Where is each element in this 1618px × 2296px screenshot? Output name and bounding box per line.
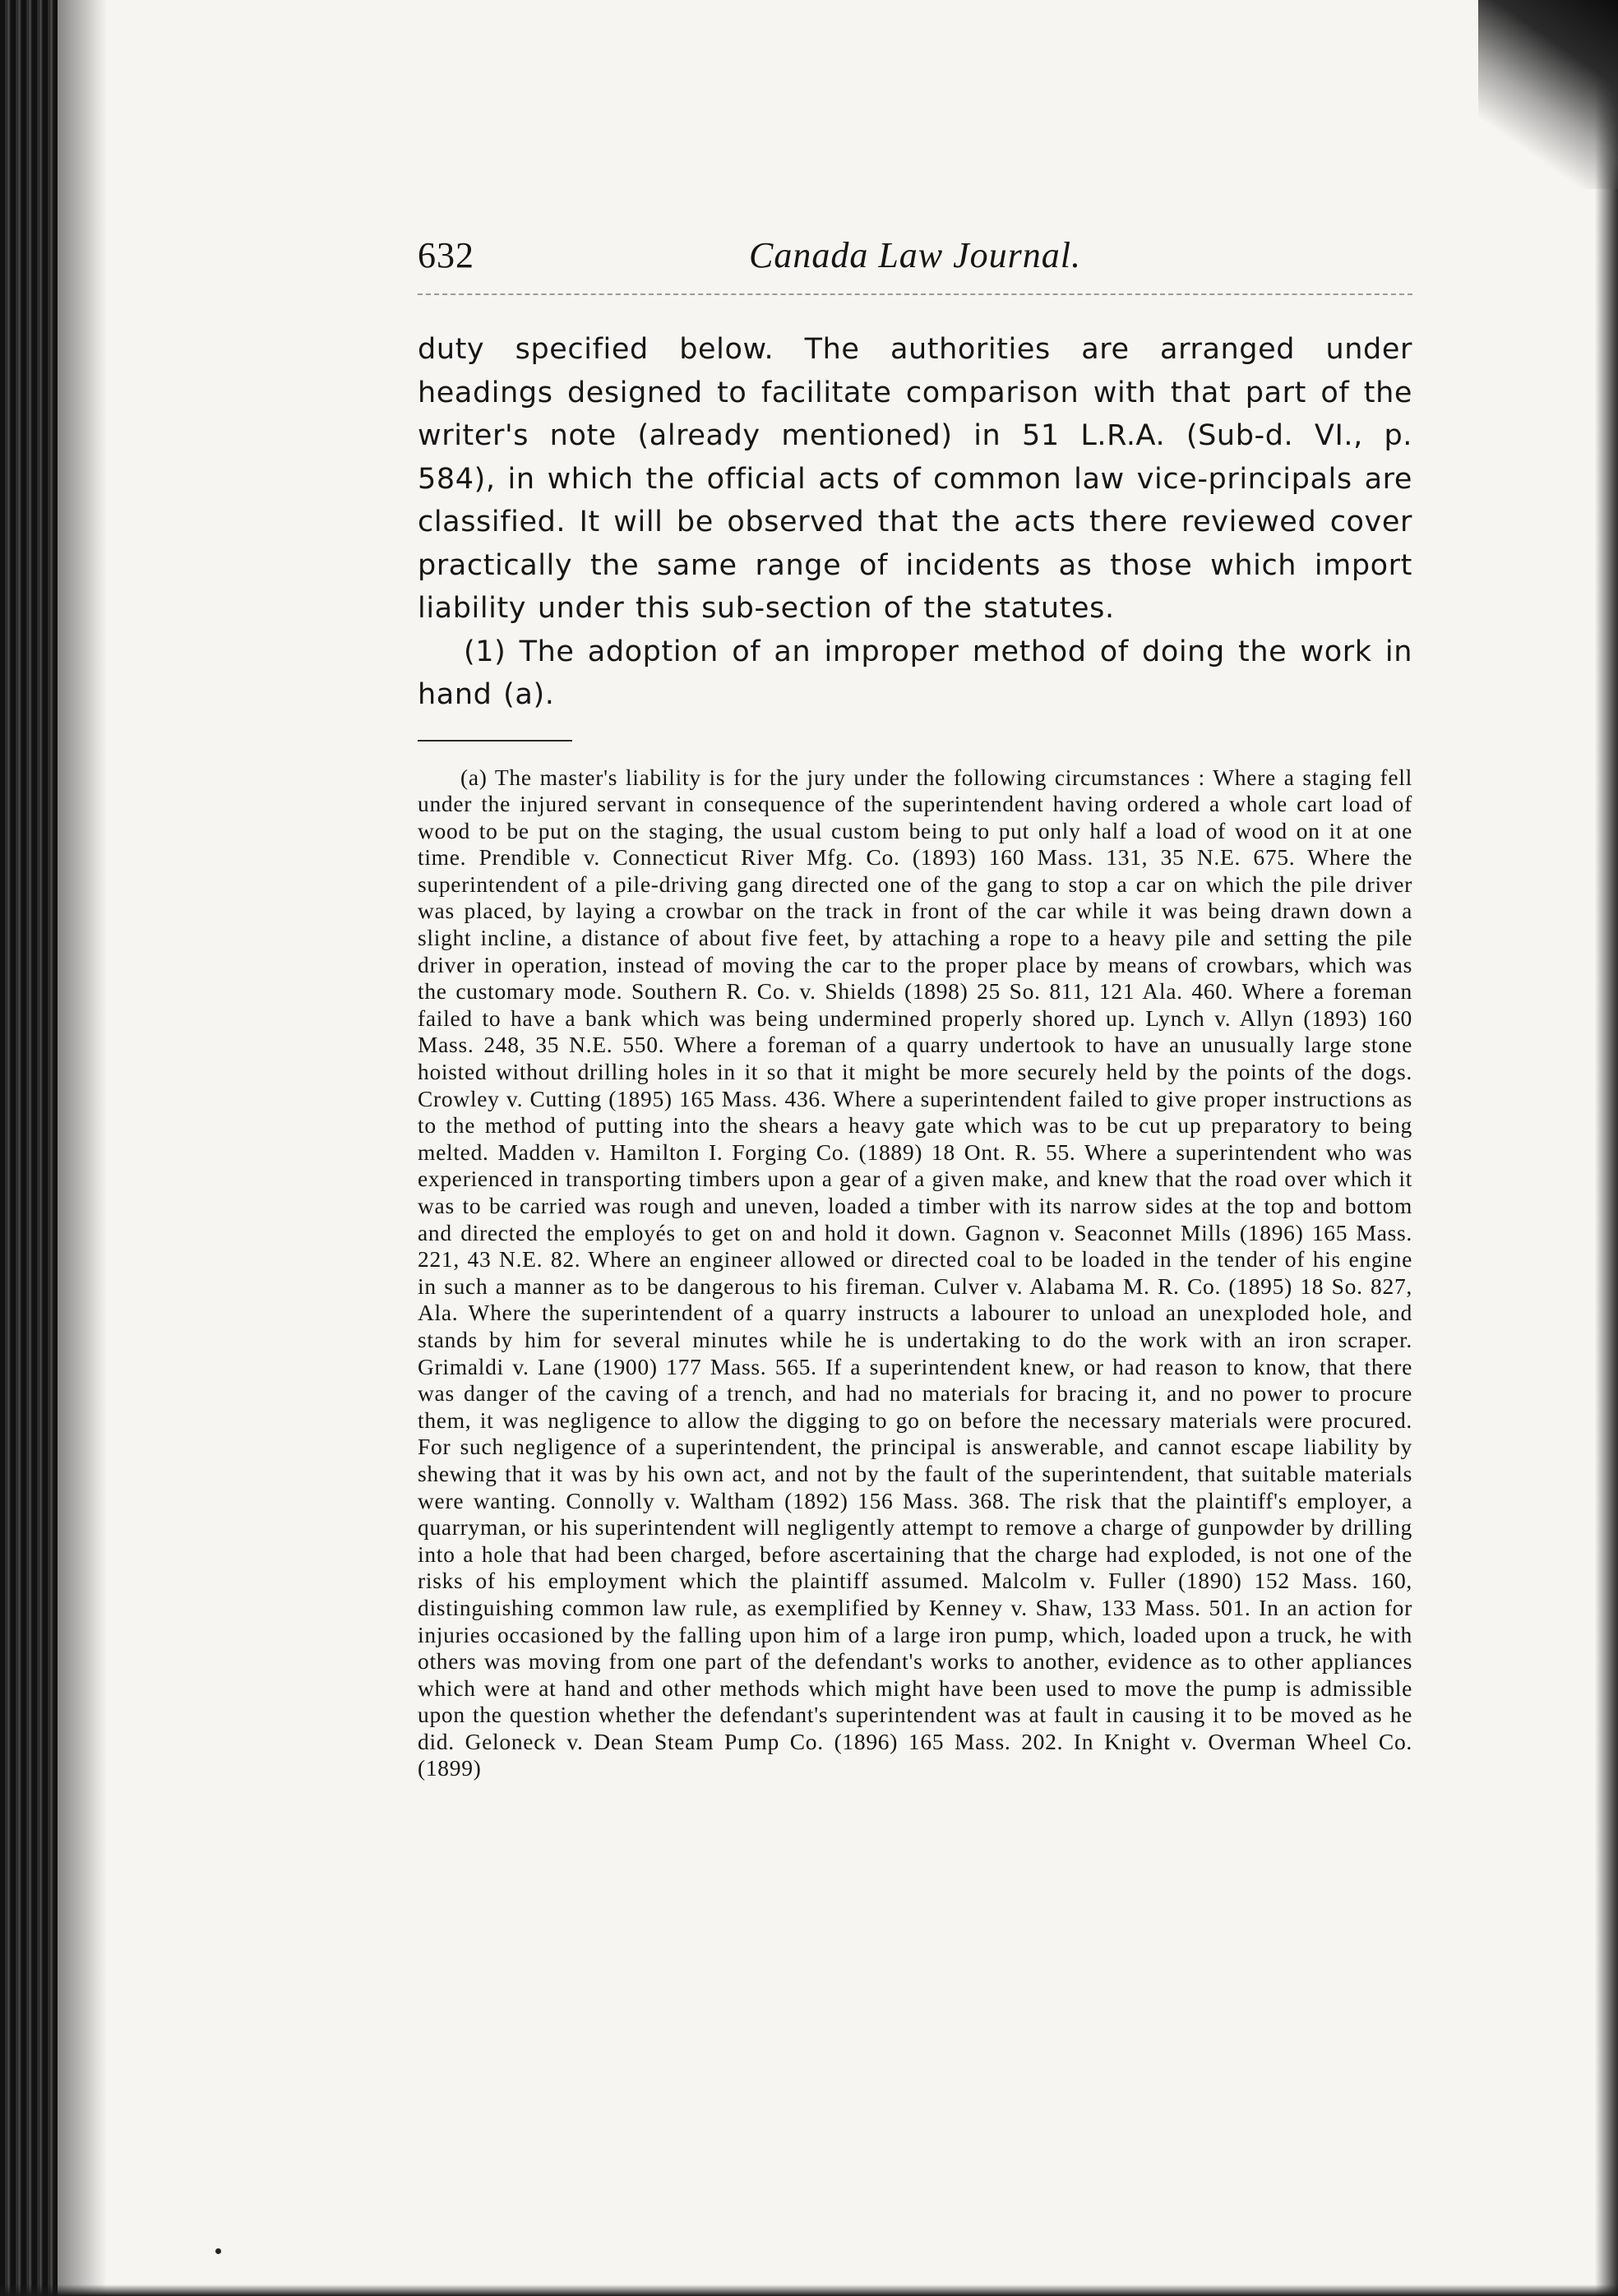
scan-bottom-edge [0,2284,1618,2296]
footnote-rule [418,740,572,741]
scan-corner-shadow [1478,0,1618,189]
running-head [418,234,1412,292]
scan-right-edge [1595,0,1618,2296]
footnote [418,765,1412,1783]
header-rule [418,293,1412,295]
page-number: 632 [418,235,474,275]
body-text [418,328,1412,717]
scan-left-edge [0,0,58,2296]
scan-speck [215,2248,221,2254]
document-page [418,234,1412,1782]
scan-left-shadow [58,0,107,2296]
body-paragraph: (1) The adoption of an improper method of doing the work in hand (a). [418,635,1412,711]
footnote-text: (a) The master's liability is for the jury under the following circumstances : Where a staging fell under the injured servant in consequence of the superintendent having ordered a whole cart load of wood to be put on the staging, the usual custom being to put only half a load of wood on it at one time. Prendible v. Connecticut River Mfg. Co. (1893) 160 Mass. 131, 35 N.E. 675. Where the superintendent of a pile-driving gang directed one of the gang to stop a car on which the pile driver was placed, by laying a crowbar on the track in front of the car while it was being drawn down a slight incline, a distance of about five feet, by attaching a rope to a heavy pile and setting the pile driver in operation, instead of moving the car to the proper place by means of crowbars, which was the customary mode. Southern R. Co. v. Shields (1898) 25 So. 811, 121 Ala. 460. Where a foreman failed to have a bank which was being undermined properly shored up. Lynch v. Allyn (1893) 160 Mass. 248, 35 N.E. 550. Where a foreman of a quarry undertook to have an unusually large stone hoisted without drilling holes in it so that it might be more securely held by the points of the dogs. Crowley v. Cutting (1895) 165 Mass. 436. Where a superintendent failed to give proper instructions as to the method of putting into the shears a heavy gate which was to be cut up preparatory to being melted. Madden v. Hamilton I. Forging Co. (1889) 18 Ont. R. 55. Where a superintendent who was experienced in transporting timbers upon a gear of a given make, and knew that the road over which it was to be carried was rough and uneven, loaded a timber with its narrow sides at the top and bottom and directed the employés to get on and hold it down. Gagnon v. Seaconnet Mills (1896) 165 Mass. 221, 43 N.E. 82. Where an engineer allowed or directed coal to be loaded in the tender of his engine in such a manner as to be dangerous to his fireman. Culver v. Alabama M. R. Co. (1895) 18 So. 827, Ala. Where the superintendent of a quarry instructs a labourer to unload an unexploded hole, and stands by him for several minutes while he is undertaking to do the work with an iron scraper. Grimaldi v. Lane (1900) 177 Mass. 565. If a superintendent knew, or had reason to know, that there was danger of the caving of a trench, and had no materials for bracing it, and no power to procure them, it was negligence to allow the digging to go on before the necessary materials were procured. For such negligence of a superintendent, the principal is answerable, and cannot escape liability by shewing that it was by his own act, and not by the fault of the superintendent, that suitable materials were wanting. Connolly v. Waltham (1892) 156 Mass. 368. The risk that the plaintiff's employer, a quarryman, or his superintendent will negligently attempt to remove a charge of gunpowder by drilling into a hole that had been charged, before ascertaining that the charge had exploded, is not one of the risks of his employment which the plaintiff assumed. Malcolm v. Fuller (1890) 152 Mass. 160, distinguishing common law rule, as exemplified by Kenney v. Shaw, 133 Mass. 501. In an action for injuries occasioned by the falling upon him of a large iron pump, which, loaded upon a truck, he with others was moving from one part of the defendant's works to another, evidence as to other appliances which were at hand and other methods which might have been used to move the pump is admissible upon the question whether the defendant's superintendent was at fault in causing it to be moved as he did. Geloneck v. Dean Steam Pump Co. (1896) 165 Mass. 202. In Knight v. Overman Wheel Co. (1899) [418,764,1412,1781]
journal-title: Canada Law Journal. [748,235,1082,275]
body-paragraph: duty specified below. The authorities are arranged under headings designed to facilitate comparison with that part of the writer's note (already mentioned) in 51 L.R.A. (Sub-d. VI., p. 584), in which the official acts of common law vice-principals are classified. It will be observed that the acts there reviewed cover practically the same range of incidents as those which import liability under this sub-section of the statutes. [418,333,1412,625]
